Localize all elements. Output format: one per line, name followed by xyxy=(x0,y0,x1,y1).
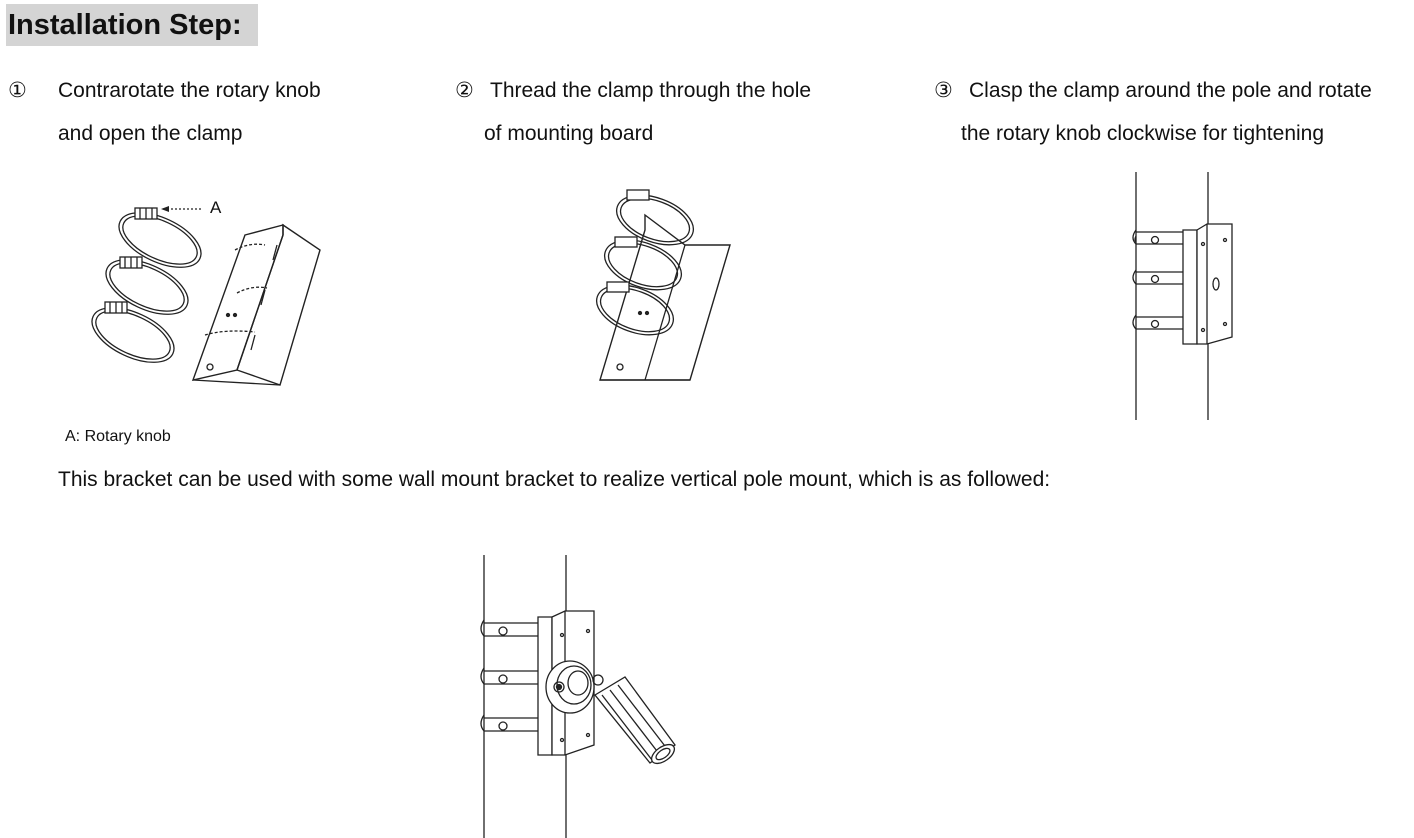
step-1-number: ① xyxy=(8,79,27,102)
step-3-number: ③ xyxy=(934,79,953,102)
step-2-illustration xyxy=(585,185,735,385)
step-1-text-line2: and open the clamp xyxy=(58,122,243,145)
clamp-band-middle xyxy=(98,248,196,325)
rotary-knob-label: A xyxy=(210,198,222,217)
step-1-illustration xyxy=(85,195,330,390)
step-3-text-line2: the rotary knob clockwise for tightening xyxy=(961,122,1325,145)
usage-note: This bracket can be used with some wall mount bracket to realize vertical pole mount, which is as followed: xyxy=(58,468,1051,491)
pole-mount-camera-illustration xyxy=(470,555,685,838)
clamp-band-bottom xyxy=(85,296,182,373)
step-3-illustration xyxy=(1125,172,1245,420)
page-title: Installation Step: xyxy=(6,4,258,46)
figure-caption: A: Rotary knob xyxy=(65,428,171,445)
step-2-text-line1: Thread the clamp through the hole xyxy=(490,79,812,102)
step-2-number: ② xyxy=(455,79,474,102)
step-1-text-line1: Contrarotate the rotary knob xyxy=(58,79,321,102)
step-2-text-line2: of mounting board xyxy=(484,122,654,145)
step-3-text-line1: Clasp the clamp around the pole and rotate xyxy=(969,79,1372,102)
